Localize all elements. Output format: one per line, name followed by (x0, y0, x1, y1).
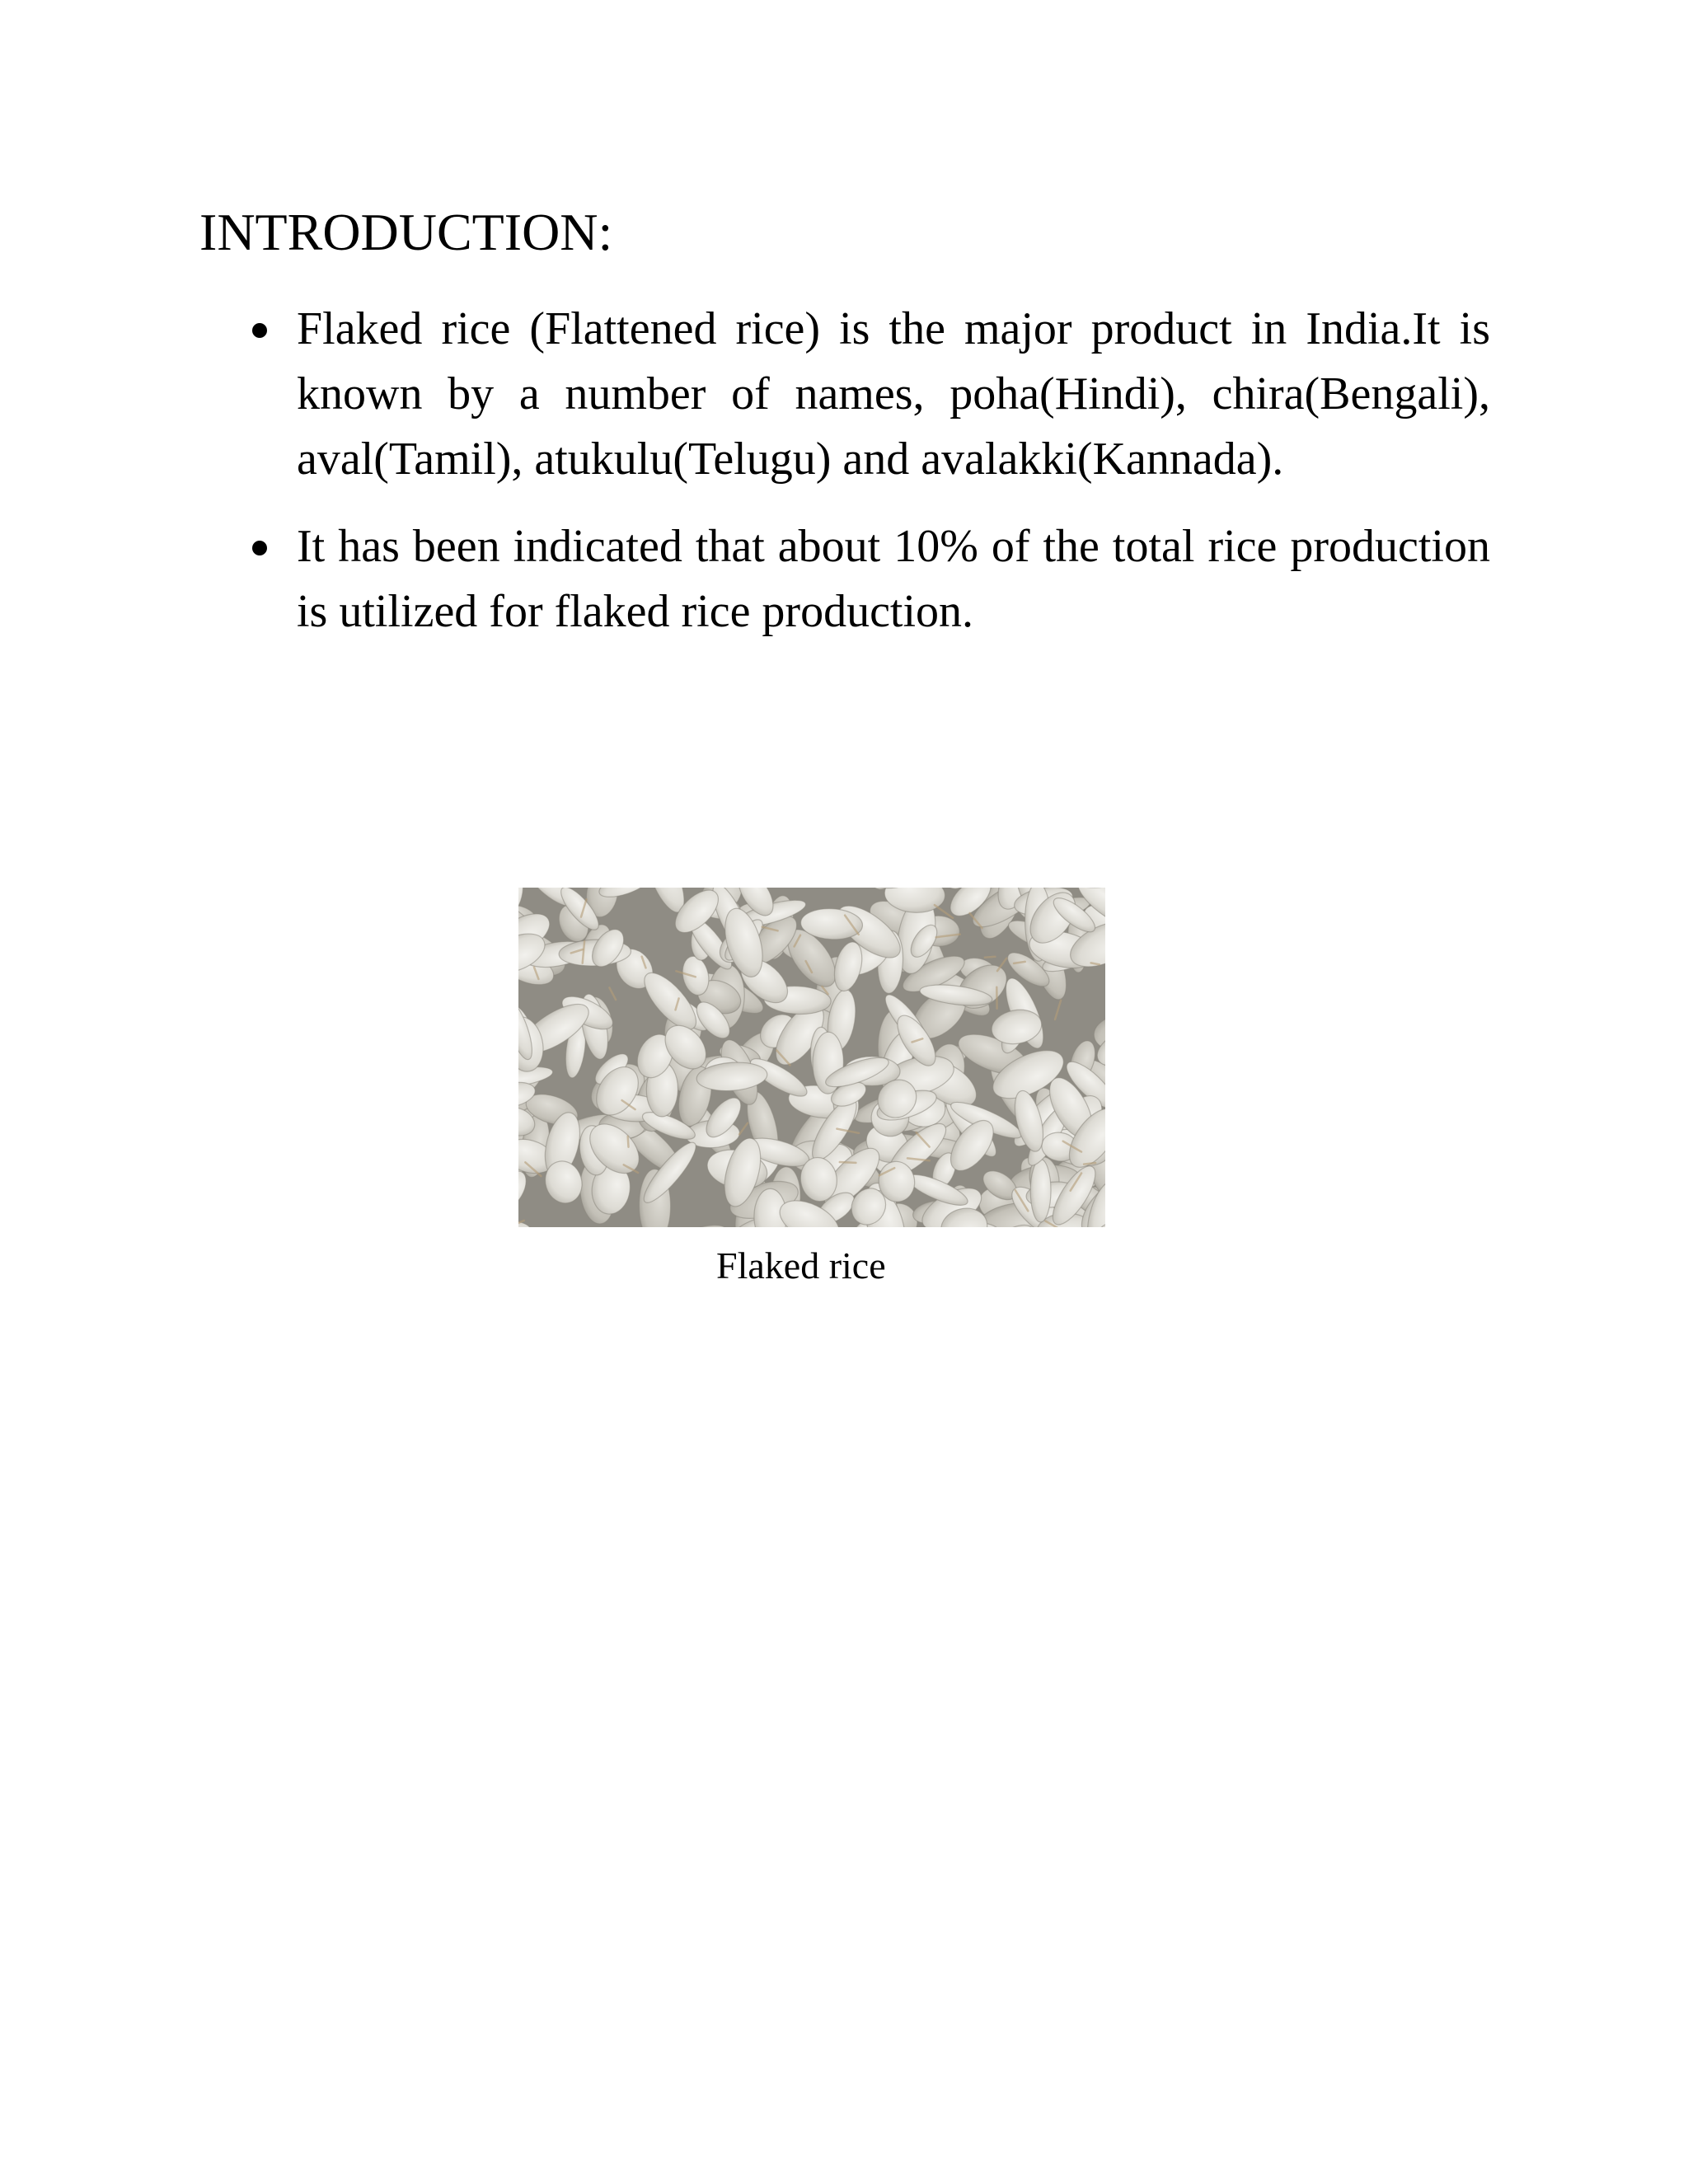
bullet-text-2: It has been indicated that about 10% of the total rice production is utilized for flaked rice production. (297, 521, 1490, 637)
bullet-text-1: Flaked rice (Flattened rice) is the major product in India.It is known by a number of names, poha(Hindi), chira(Bengali), aval(Tamil), atukulu(Telugu) and avalakki(Kannada). (297, 303, 1490, 485)
husk-edge (985, 957, 996, 958)
bullet-dot-icon (252, 323, 267, 338)
rice-flake (1030, 1160, 1051, 1222)
bullet-item-1 (247, 297, 1490, 492)
bullet-dot-icon (252, 541, 267, 555)
husk-edge (628, 1137, 629, 1147)
bullet-item-2 (247, 514, 1490, 644)
flaked-rice-photo (518, 888, 1105, 1227)
husk-edge (1084, 1163, 1095, 1165)
flaked-rice-image (518, 888, 1105, 1227)
husk-edge (840, 1162, 856, 1163)
section-heading: INTRODUCTION: (199, 203, 613, 261)
figure-caption: Flaked rice (716, 1244, 886, 1286)
bullet-list (247, 297, 1490, 644)
